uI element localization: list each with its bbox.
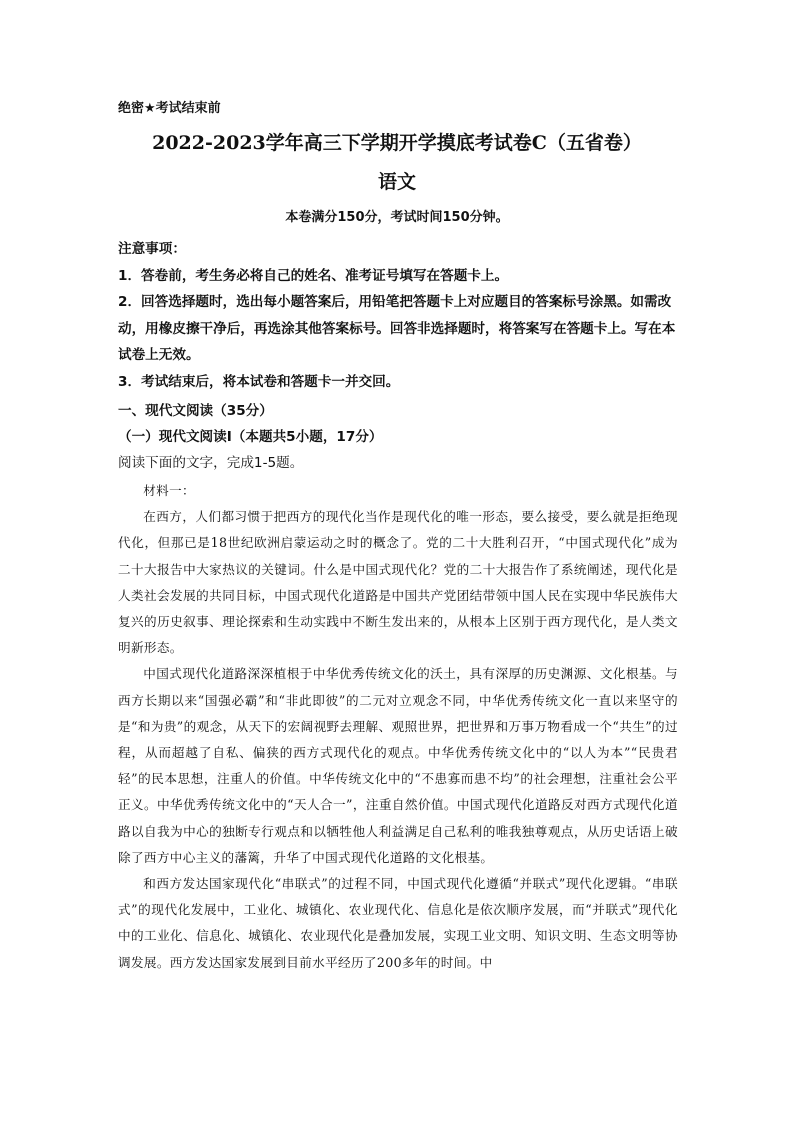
section-headings — [118, 398, 678, 450]
score-time-line: 本卷满分150分，考试时间150分钟。 — [285, 210, 509, 225]
section-subheading: （一）现代文阅读Ⅰ（本题共5小题，17分） — [118, 429, 383, 445]
notes-heading: 注意事项： — [118, 241, 186, 257]
notes-item: 3．考试结束后，将本试卷和答题卡一并交回。 — [118, 373, 400, 390]
passage-paragraph: 在西方，人们都习惯于把西方的现代化当作是现代化的唯一形态，要么接受，要么就是拒绝现代化，但那已是18世纪欧洲启蒙运动之时的概念了。党的二十大胜利召开，“中国式现代化”成为二十大报告中大家热议的关键词。什么是中国式现代化？党的二十大报告作了系统阐述，现代化是人类社会发展的共同目标，中国式现代化道路是中国共产党团结带领中国人民在实现中华民族伟大复兴的历史叙事、理论探索和生动实践中不断生发出来的，从根本上区别于西方现代化，是人类文明新形态。 — [118, 509, 678, 656]
notes-item: 2．回答选择题时，选出每小题答案后，用铅笔把答题卡上对应题目的答案标号涂黑。如需改动，用橡皮擦干净后，再选涂其他答案标号。回答非选择题时，将答案写在答题卡上。写在本试卷上无效。 — [118, 294, 676, 364]
material-label: 材料一： — [143, 483, 195, 498]
confidential-mark: 绝密★考试结束前 — [118, 101, 221, 116]
notes-item: 1．答卷前，考生务必将自己的姓名、准考证号填写在答题卡上。 — [118, 267, 509, 284]
reading-passage — [118, 478, 678, 976]
notes-section — [118, 236, 678, 396]
exam-title: 2022-2023学年高三下学期开学摸底考试卷C（五省卷） — [152, 132, 642, 154]
passage-paragraph: 和西方发达国家现代化“串联式”的过程不同，中国式现代化遵循“并联式”现代化逻辑。“串联式”的现代化发展中，工业化、城镇化、农业现代化、信息化是依次顺序发展，而“并联式”现代化中的工业化、信息化、城镇化、农业现代化是叠加发展，实现工业文明、知识文明、生态文明等协调发展。西方发达国家发展到目前水平经历了200多年的时间。中 — [118, 876, 678, 970]
section-heading: 一、现代文阅读（35分） — [118, 403, 273, 419]
reading-instruction: 阅读下面的文字，完成1-5题。 — [118, 455, 304, 471]
subject-title: 语文 — [377, 171, 416, 193]
passage-paragraph: 中国式现代化道路深深植根于中华优秀传统文化的沃土，具有深厚的历史渊源、文化根基。与西方长期以来“国强必霸”和“非此即彼”的二元对立观念不同，中华优秀传统文化一直以来坚守的是“和为贵”的观念，从天下的宏阔视野去理解、观照世界，把世界和万事万物看成一个“共生”的过程，从而超越了自私、偏狭的西方式现代化的观点。中华优秀传统文化中的“以人为本”“民贵君轻”的民本思想，注重人的价值。中华传统文化中的“不患寡而患不均”的社会理想，注重社会公平正义。中华优秀传统文化中的“天人合一”，注重自然价值。中国式现代化道路反对西方式现代化道路以自我为中心的独断专行观点和以牺牲他人利益满足自己私利的唯我独尊观点，从历史话语上破除了西方中心主义的藩篱，升华了中国式现代化道路的文化根基。 — [118, 666, 678, 865]
